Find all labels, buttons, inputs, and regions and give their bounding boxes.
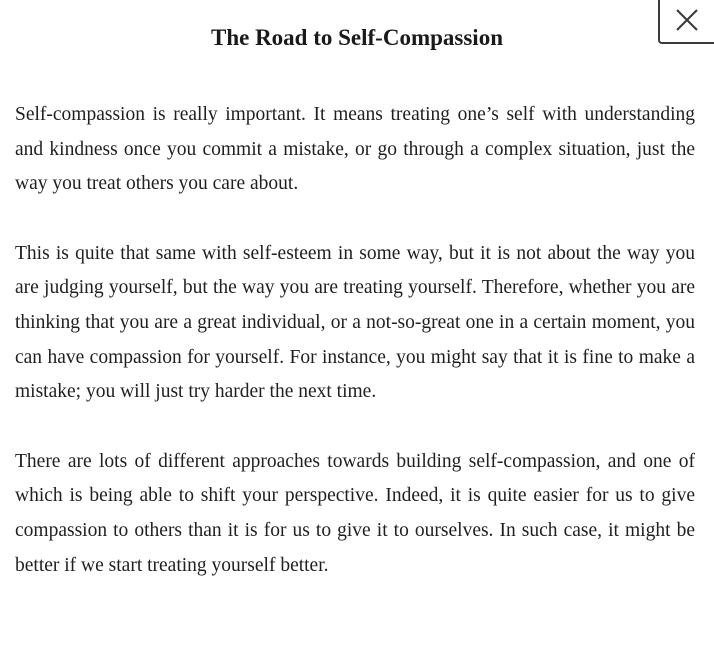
article-paragraph: There are lots of different approaches towards building self-compassion, and one of which is being able to shift your perspective. Indeed, it is quite easier for us to give compassion to others than it is for us to give it to ourselves. In such case, it might be better if we start treating yourself better. <box>15 450 695 576</box>
article-title: The Road to Self-Compassion <box>210 25 503 50</box>
article-paragraph: This is quite that same with self-esteem in some way, but it is not about the way you are judging yourself, but the way you are treating yourself. Therefore, whether you are thinking that you are a great individual, or a not-so-great one in a certain moment, you can have compassion for yourself. For instance, you might say that it is fine to make a mistake; you will just try harder the next time. <box>15 242 695 403</box>
article-body <box>15 98 695 618</box>
article-paragraph: Self-compassion is really important. It means treating one’s self with understanding and kindness once you commit a mistake, or go through a complex situation, just the way you treat others you care about. <box>15 104 695 195</box>
